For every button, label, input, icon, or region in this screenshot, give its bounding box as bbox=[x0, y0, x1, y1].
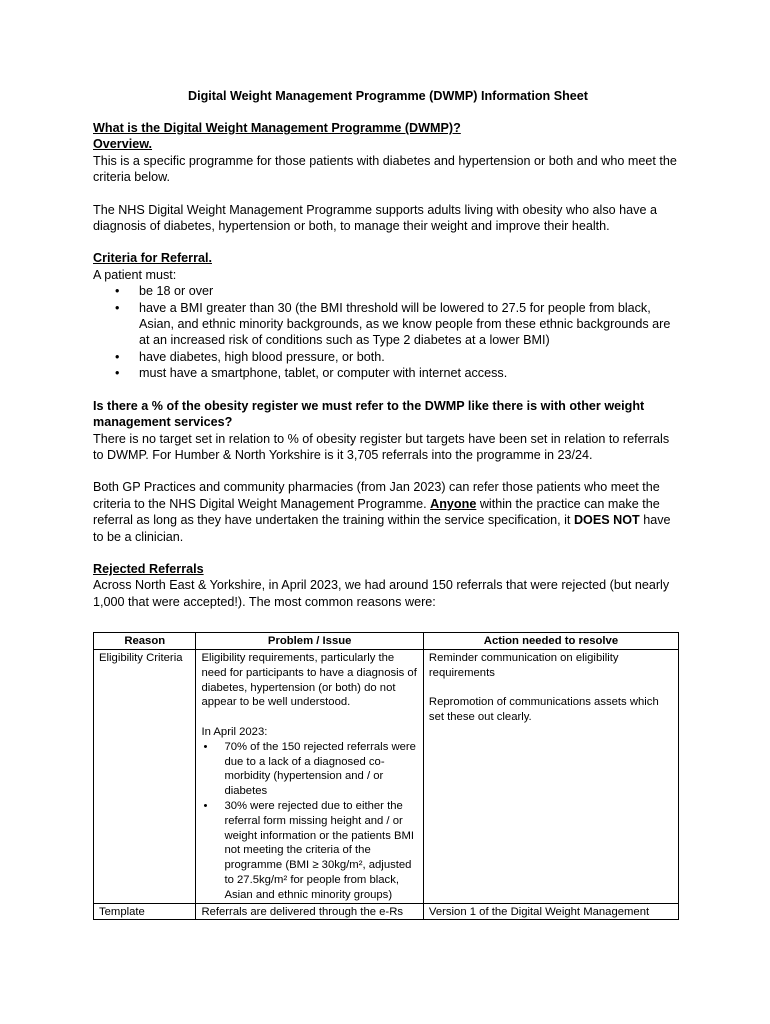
cell-action: Version 1 of the Digital Weight Management bbox=[423, 903, 678, 920]
problem-bullet: • 30% were rejected due to either the referral form missing height and / or weight information or the patients BMI not meeting the criteria of the programme (BMI ≥ 30kg/m², adjusted to 27.5kg/m² for people from black, Asian and ethnic minority groups) bbox=[201, 799, 417, 903]
header-action: Action needed to resolve bbox=[423, 633, 678, 650]
does-not-emphasis: DOES NOT bbox=[573, 513, 640, 528]
rejected-paragraph: Across North East & Yorkshire, in April 2023, we had around 150 referrals that were rejected (but nearly 1,000 that were accepted!). The most common reasons were: bbox=[93, 578, 670, 609]
problem-intro: Eligibility requirements, particularly the need for participants to have a diagnosis of diabetes, hypertension (or both) do not appear to be well understood. bbox=[201, 651, 417, 709]
criteria-heading: Criteria for Referral. bbox=[93, 251, 212, 266]
rejected-heading: Rejected Referrals bbox=[93, 561, 204, 576]
referral-text-1: Both GP Practices and community pharmacies (from Jan 2023) can refer those patients who meet the criteria to the NHS Digital Weight Management Programme. bbox=[93, 480, 660, 511]
header-problem: Problem / Issue bbox=[196, 633, 423, 650]
cell-problem: Referrals are delivered through the e-Rs bbox=[196, 903, 423, 920]
cell-reason: Eligibility Criteria bbox=[94, 649, 196, 903]
action-1: Reminder communication on eligibility requirements bbox=[428, 651, 619, 679]
overview-question: What is the Digital Weight Management Programme (DWMP)? bbox=[93, 121, 461, 135]
cell-problem bbox=[196, 649, 423, 903]
criteria-item: • have a BMI greater than 30 (the BMI threshold will be lowered to 27.5 for people from black, Asian, and ethnic minority backgrounds, as we know people from these ethnic backgrounds are at an increased risk of conditions such as Type 2 diabetes at a lower BMI) bbox=[93, 300, 683, 349]
obesity-answer: There is no target set in relation to % of obesity register but targets have been set in relation to referrals to DWMP. For Humber & North Yorkshire is it 3,705 referrals into the programme in 23/24. bbox=[93, 431, 670, 462]
document-content bbox=[93, 88, 683, 920]
cell-action bbox=[423, 649, 678, 903]
criteria-intro: A patient must: bbox=[93, 267, 177, 282]
table-row bbox=[94, 903, 679, 920]
referral-text-3: have to be a clinician. bbox=[93, 513, 671, 544]
overview-paragraph-2: The NHS Digital Weight Management Programme supports adults living with obesity who also have a diagnosis of diabetes, hypertension or both, to manage their weight and improve their health. bbox=[93, 202, 657, 234]
table-header-row bbox=[94, 633, 679, 650]
problem-april: In April 2023: bbox=[201, 725, 268, 738]
table-row bbox=[94, 649, 679, 903]
overview-paragraph-1: This is a specific programme for those patients with diabetes and hypertension or both and who meet the criteria below. bbox=[93, 153, 677, 185]
referral-text-2: within the practice can make the referral as long as they have undertaken the training within the service specification, it bbox=[93, 496, 660, 528]
cell-reason: Template bbox=[94, 903, 196, 920]
criteria-item: • have diabetes, high blood pressure, or both. bbox=[93, 349, 683, 365]
overview-heading: Overview. bbox=[93, 137, 153, 152]
header-reason: Reason bbox=[94, 633, 196, 650]
rejected-referrals-table bbox=[93, 632, 679, 920]
referral-paragraph bbox=[93, 479, 683, 545]
criteria-item: • be 18 or over bbox=[93, 283, 683, 299]
document-title: Digital Weight Management Programme (DWMP) Information Sheet bbox=[188, 89, 588, 103]
anyone-emphasis: Anyone bbox=[430, 496, 477, 511]
problem-bullets bbox=[201, 740, 417, 903]
obesity-question: Is there a % of the obesity register we must refer to the DWMP like there is with other weight management services? bbox=[93, 398, 645, 430]
criteria-list bbox=[93, 283, 683, 381]
problem-bullet: • 70% of the 150 rejected referrals were due to a lack of a diagnosed co-morbidity (hypertension and / or diabetes bbox=[201, 740, 417, 799]
action-2: Repromotion of communications assets which set these out clearly. bbox=[428, 696, 659, 724]
criteria-item: • must have a smartphone, tablet, or computer with internet access. bbox=[93, 365, 683, 381]
